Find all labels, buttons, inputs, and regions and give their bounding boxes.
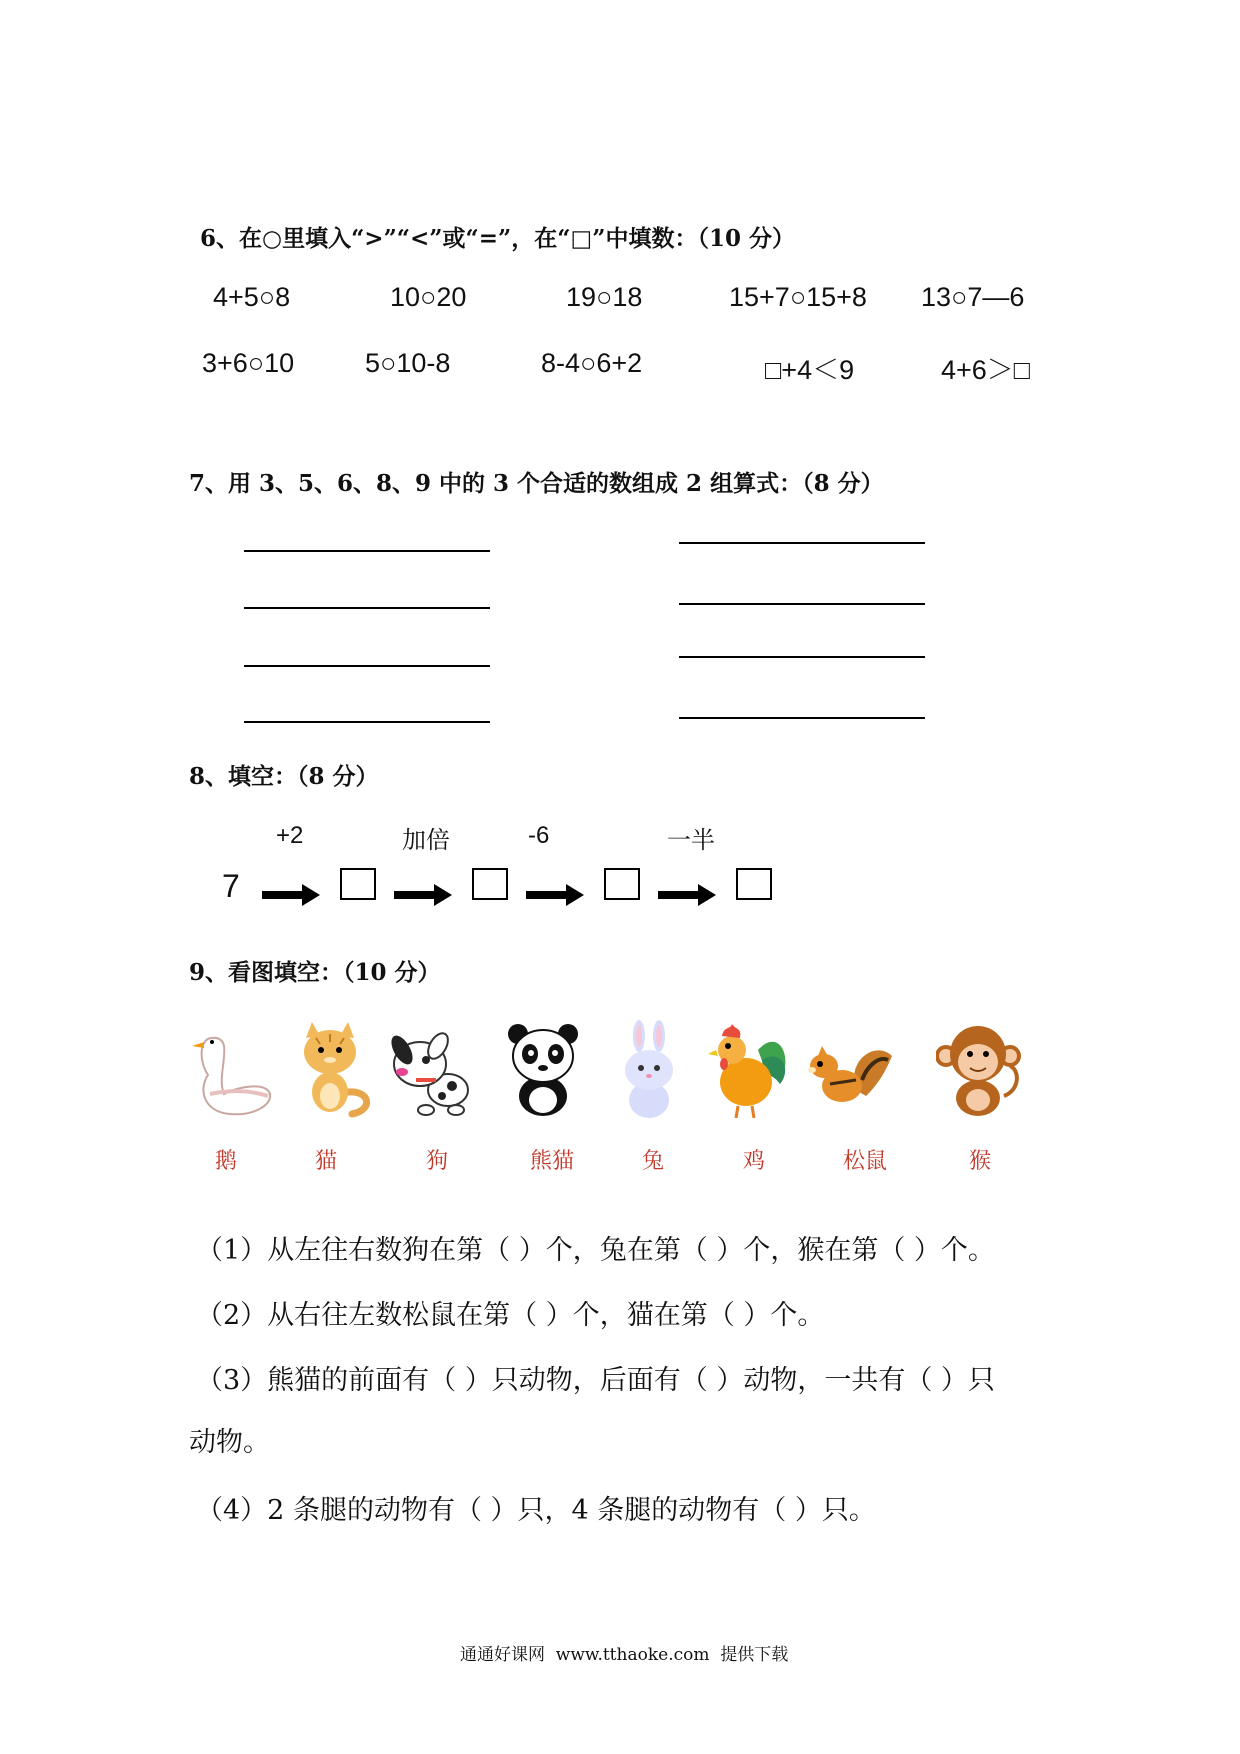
arrow-icon: [394, 884, 452, 906]
animal-label-cat: 猫: [314, 1149, 337, 1174]
expr-r1-1: 4+5○8: [213, 282, 291, 312]
arrow-icon: [526, 884, 584, 906]
expr-r1-4: 15+7○15+8: [729, 282, 867, 312]
q9-question-2: （2）从右往左数松鼠在第（ ）个，猫在第（ ）个。: [196, 1300, 825, 1331]
goose-icon: [190, 1020, 276, 1120]
answer-box-2[interactable]: [472, 868, 508, 900]
answer-box-1[interactable]: [340, 868, 376, 900]
animal-label-monkey: 猴: [968, 1149, 991, 1174]
answer-line-right-2[interactable]: [679, 603, 925, 605]
answer-line-left-3[interactable]: [244, 665, 490, 667]
animal-label-goose: 鹅: [214, 1149, 237, 1174]
arrow-icon: [658, 884, 716, 906]
expr-r1-5: 13○7—6: [921, 282, 1025, 312]
q9-question-1: （1）从左往右数狗在第（ ）个，兔在第（ ）个，猴在第（ ）个。: [196, 1235, 995, 1266]
answer-box-4[interactable]: [736, 868, 772, 900]
q9-question-3: （3）熊猫的前面有（ ）只动物，后面有（ ）动物，一共有（ ）只: [196, 1365, 995, 1396]
answer-line-right-3[interactable]: [679, 656, 925, 658]
answer-line-left-2[interactable]: [244, 607, 490, 609]
op-half: 一半: [667, 826, 715, 854]
expr-r2-4: □+4＜9: [765, 355, 855, 385]
animal-label-rabbit: 兔: [641, 1149, 664, 1174]
cat-icon: [290, 1020, 376, 1120]
expr-r2-3: 8-4○6+2: [541, 348, 643, 378]
q9-heading: 9、看图填空：（10 分）: [189, 959, 441, 986]
arrow-icon: [262, 884, 320, 906]
op-double: 加倍: [402, 826, 450, 854]
monkey-icon: [936, 1020, 1022, 1120]
answer-line-right-4[interactable]: [679, 717, 925, 719]
op-minus6: -6: [528, 822, 550, 849]
answer-line-left-4[interactable]: [244, 721, 490, 723]
expr-r1-3: 19○18: [566, 282, 643, 312]
animal-label-rooster: 鸡: [742, 1149, 765, 1174]
dog-icon: [386, 1020, 472, 1120]
footer-text: 通通好课网 www.tthaoke.com 提供下载: [460, 1645, 789, 1665]
expr-r2-1: 3+6○10: [202, 348, 295, 378]
panda-icon: [500, 1020, 586, 1120]
animal-label-dog: 狗: [425, 1149, 448, 1174]
expr-r1-2: 10○20: [390, 282, 467, 312]
op-plus2: +2: [276, 822, 304, 849]
answer-box-3[interactable]: [604, 868, 640, 900]
expr-r2-2: 5○10-8: [365, 348, 451, 378]
q9-question-4: （4）2 条腿的动物有（ ）只，4 条腿的动物有（ ）只。: [196, 1495, 876, 1526]
q6-heading: 6、在○里填入“>”“<”或“=”，在“□”中填数：（10 分）: [200, 225, 795, 252]
start-number: 7: [222, 868, 240, 904]
squirrel-icon: [806, 1020, 892, 1120]
animal-label-squirrel: 松鼠: [842, 1149, 887, 1174]
q8-heading: 8、填空：（8 分）: [189, 763, 379, 790]
q9-question-3-cont: 动物。: [189, 1427, 270, 1458]
q7-heading: 7、用 3、5、6、8、9 中的 3 个合适的数组成 2 组算式：（8 分）: [189, 470, 884, 497]
rooster-icon: [706, 1020, 792, 1120]
animal-label-panda: 熊猫: [529, 1149, 574, 1174]
rabbit-icon: [606, 1020, 692, 1120]
answer-line-left-1[interactable]: [244, 550, 490, 552]
answer-line-right-1[interactable]: [679, 542, 925, 544]
expr-r2-5: 4+6＞□: [941, 355, 1031, 385]
